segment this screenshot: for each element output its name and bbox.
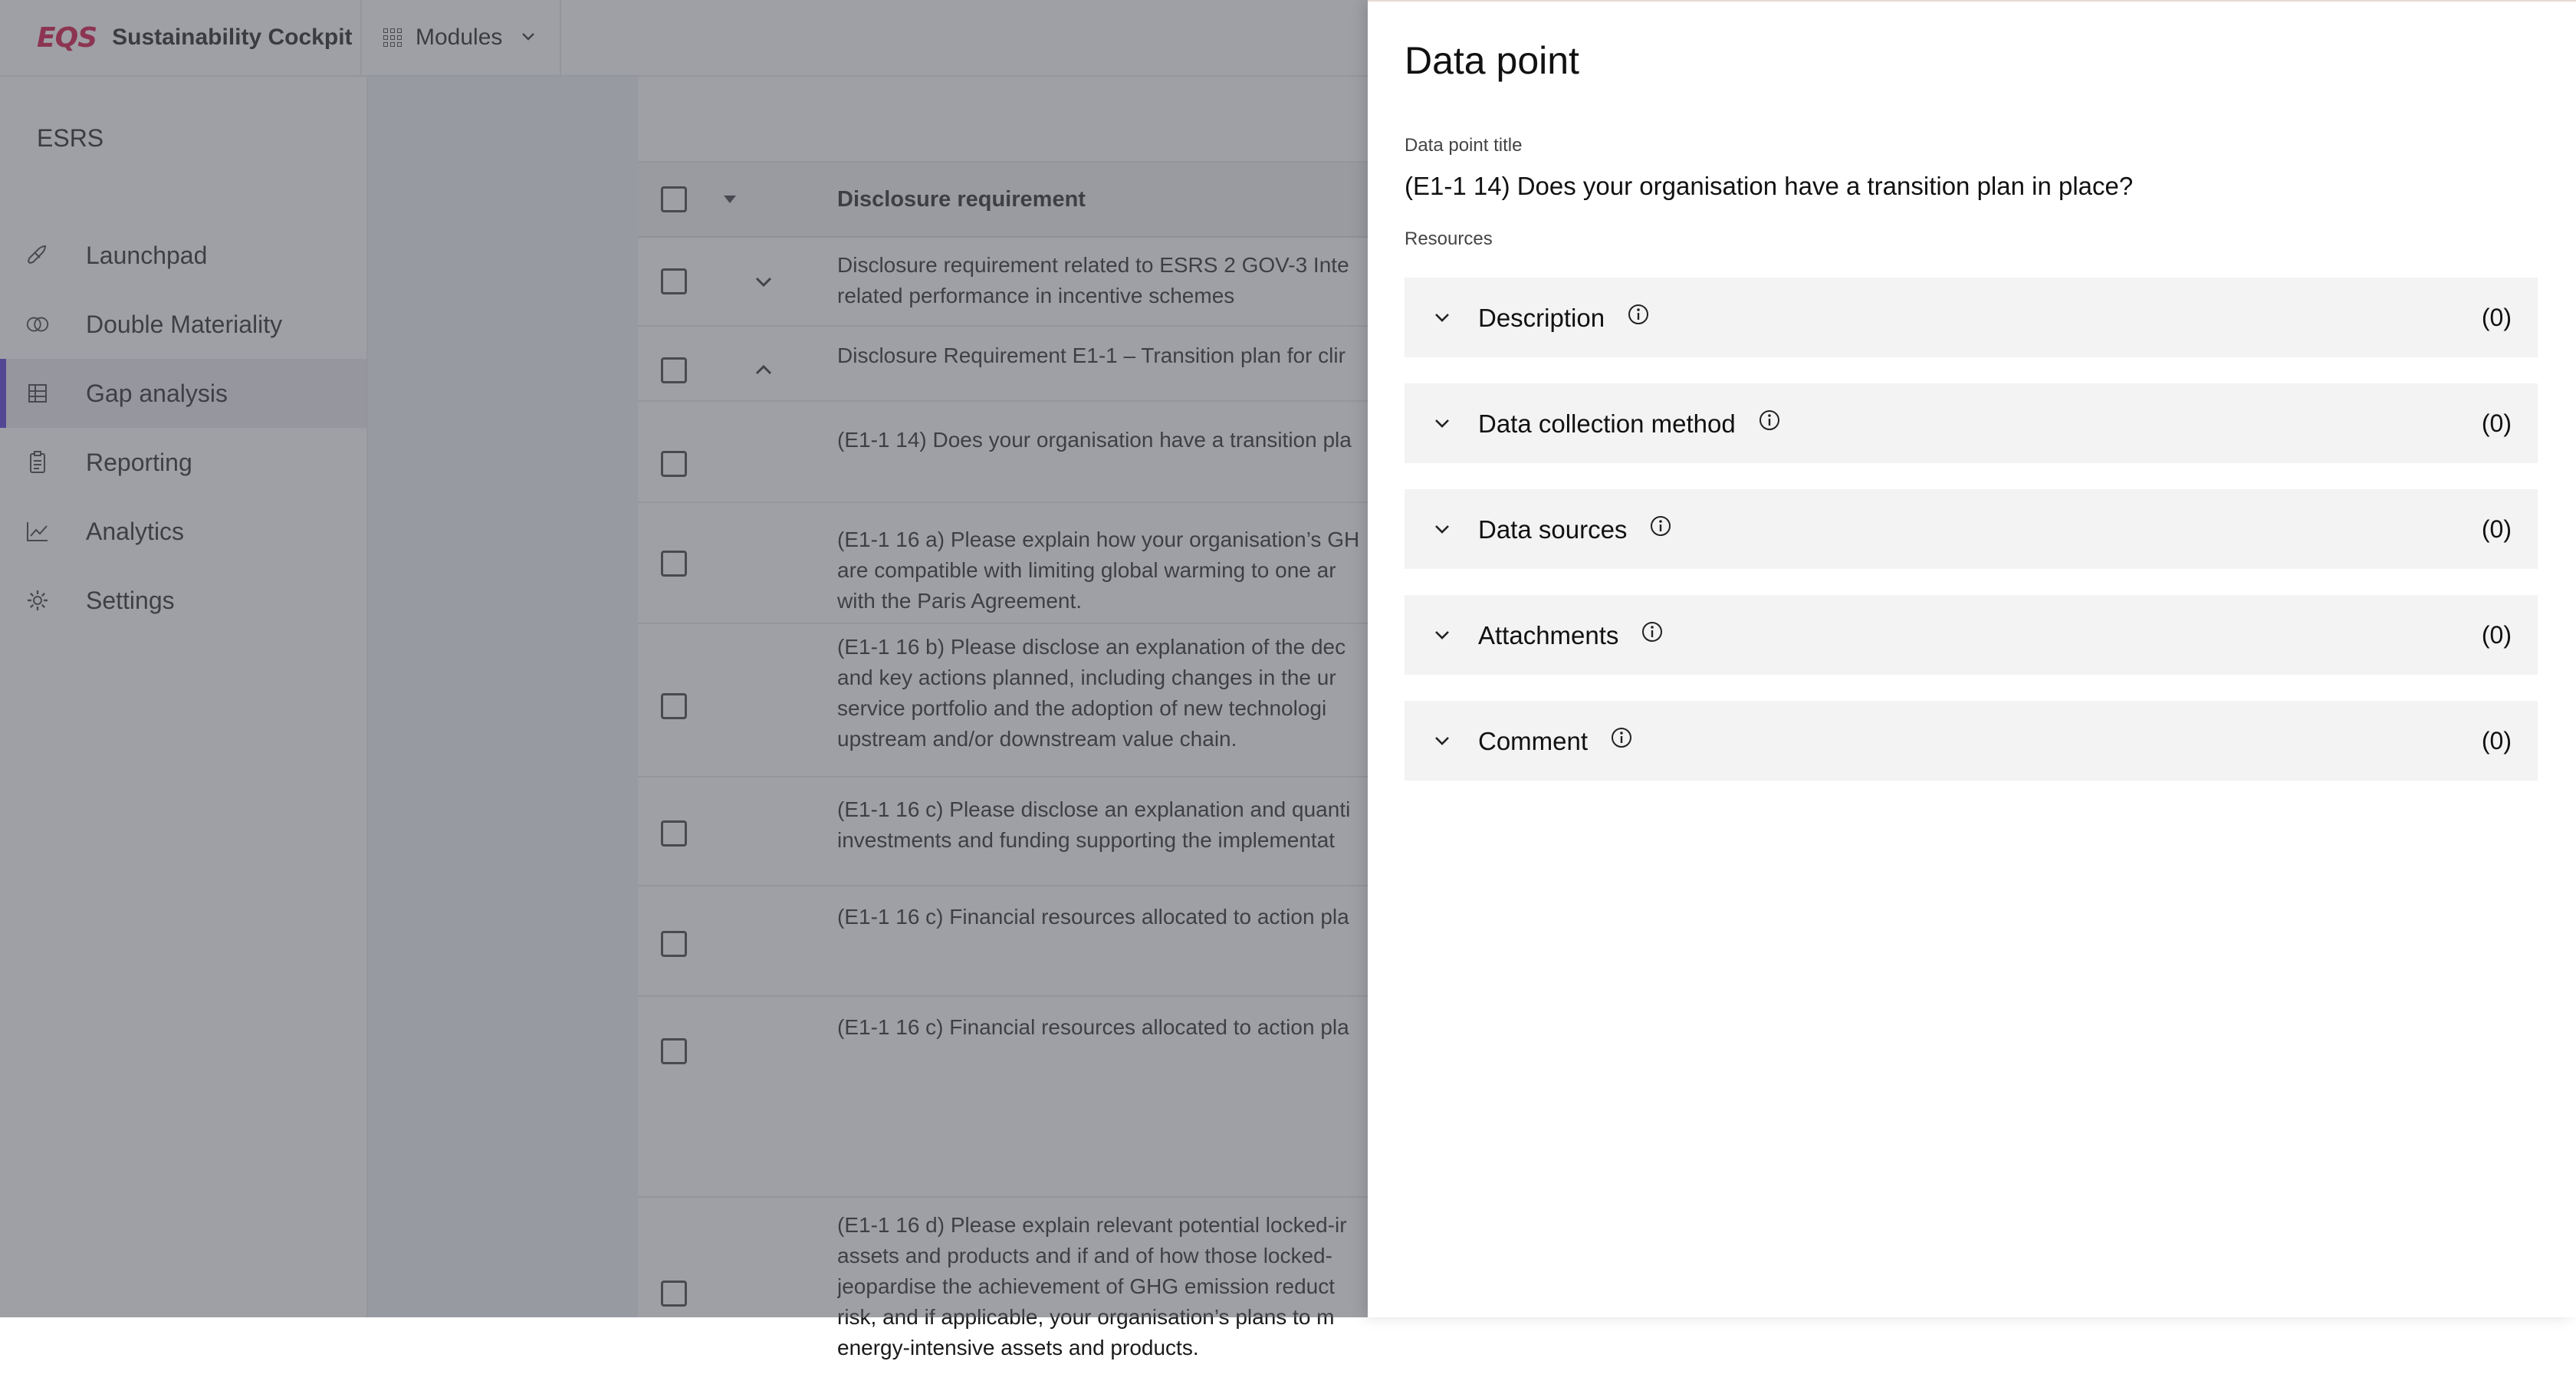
chevron-down-icon — [1431, 306, 1454, 329]
chevron-down-icon — [1431, 729, 1454, 752]
accordion-data-sources[interactable] — [1405, 489, 2538, 569]
accordion-count: (0) — [2481, 303, 2512, 331]
accordion-count: (0) — [2481, 726, 2512, 755]
accordion-comment[interactable] — [1405, 701, 2538, 781]
info-icon[interactable] — [1757, 408, 1782, 432]
data-point-title-label: Data point title — [1405, 135, 1523, 156]
accordion-label: Data sources — [1478, 515, 1628, 544]
accordion-label: Comment — [1478, 727, 1589, 755]
accordion-attachments[interactable] — [1405, 595, 2538, 675]
info-icon[interactable] — [1626, 302, 1651, 327]
drawer-title: Data point — [1405, 39, 1579, 82]
chevron-down-icon — [1431, 412, 1454, 435]
accordion-count: (0) — [2481, 409, 2512, 437]
data-point-title-value: (E1-1 14) Does your organisation have a transition plan in place? — [1405, 172, 2134, 200]
accordion-label: Description — [1478, 304, 1605, 332]
accordion-data-collection-method[interactable] — [1405, 383, 2538, 463]
info-icon[interactable] — [1640, 620, 1664, 644]
resources-label: Resources — [1405, 228, 1493, 249]
accordion-count: (0) — [2481, 620, 2512, 649]
info-icon[interactable] — [1648, 514, 1673, 538]
accordion-description[interactable] — [1405, 278, 2538, 357]
chevron-down-icon — [1431, 623, 1454, 646]
data-point-drawer — [1368, 0, 2576, 1317]
accordion-label: Attachments — [1478, 621, 1619, 649]
accordion-label: Data collection method — [1478, 409, 1736, 438]
row-text: energy-intensive assets and products. — [837, 1336, 1199, 1359]
accordion-count: (0) — [2481, 515, 2512, 543]
chevron-down-icon — [1431, 518, 1454, 541]
info-icon[interactable] — [1609, 725, 1634, 750]
